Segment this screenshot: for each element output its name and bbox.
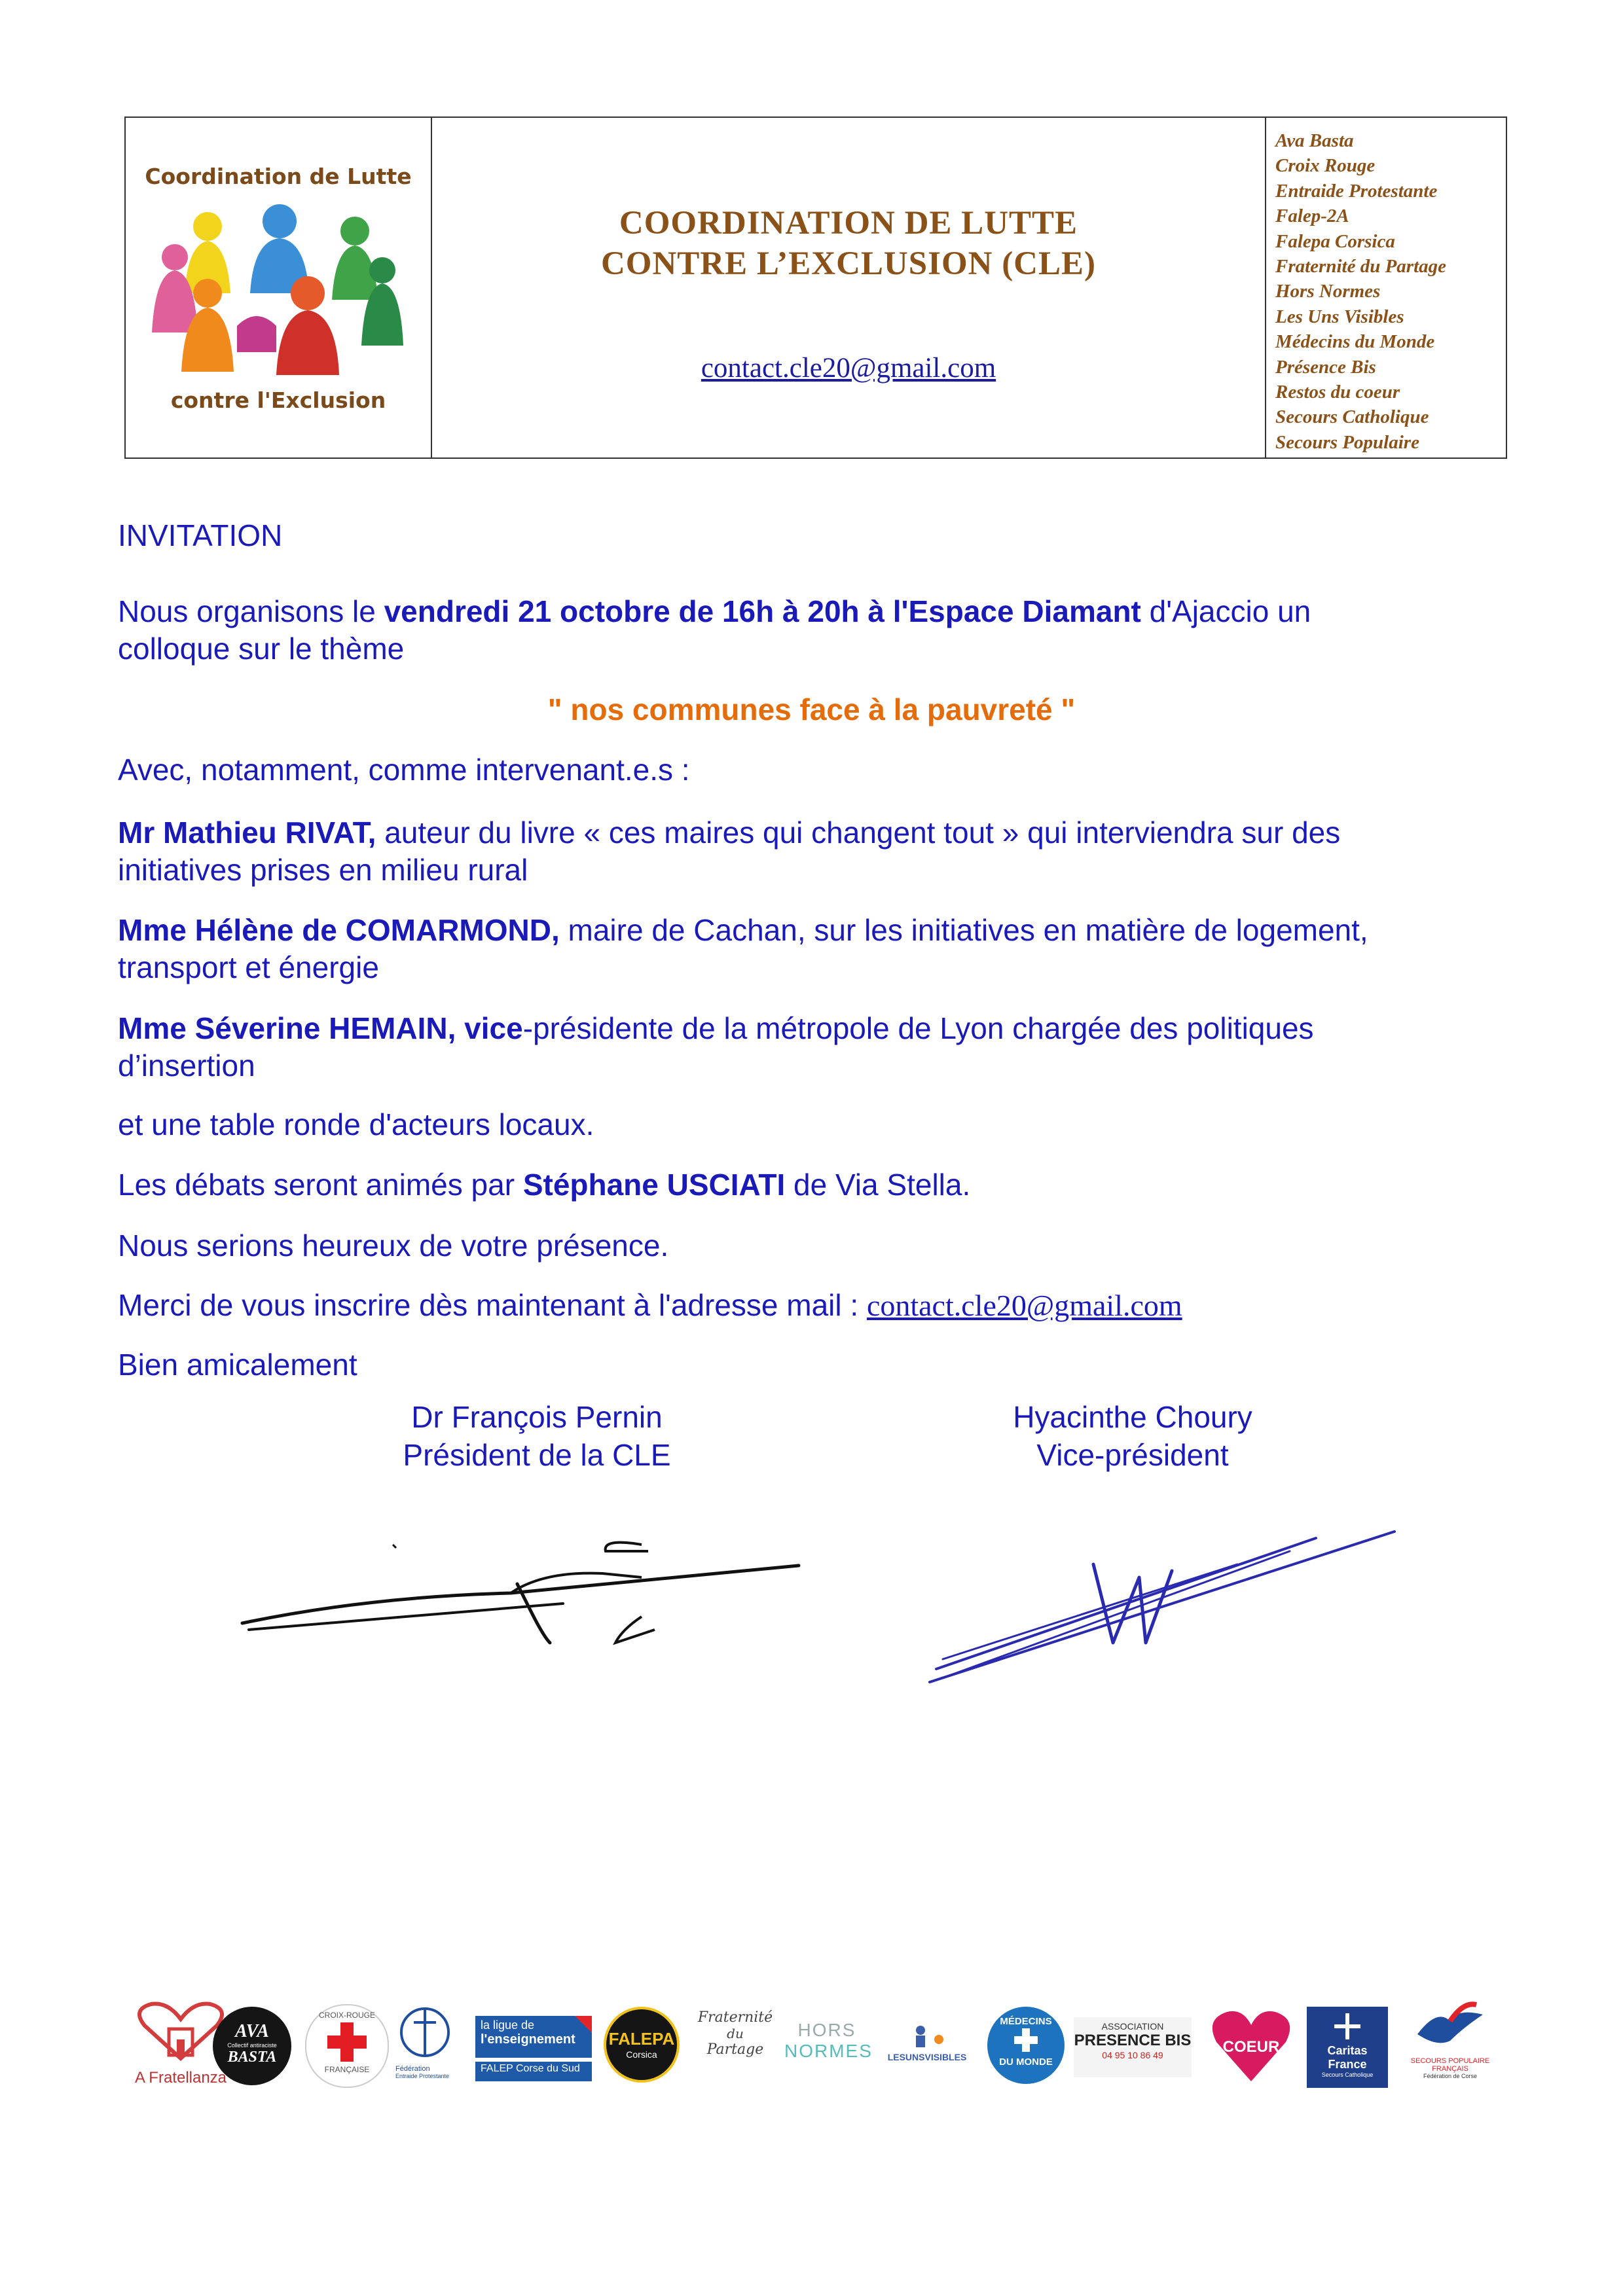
- moderator-text-a: Les débats seront animés par: [118, 1168, 523, 1202]
- colloquium-theme: " nos communes face à la pauvreté ": [547, 692, 1076, 726]
- intro-text-b: d'Ajaccio un: [1140, 594, 1311, 628]
- ava-mid: Collectif antiraciste: [227, 2042, 277, 2049]
- signatory-vice-president: [949, 1398, 1316, 1474]
- org-title-cell: [432, 118, 1266, 457]
- federation-a: Fédération: [395, 2065, 430, 2073]
- intro-text-line2: colloque sur le thème: [118, 632, 405, 666]
- dove-hands-icon: [1411, 2001, 1489, 2054]
- fraternite-a: Fraternité: [697, 2009, 773, 2026]
- logo-hors-normes: [784, 2020, 873, 2072]
- org-title-line1: COORDINATION DE LUTTE: [619, 205, 1078, 242]
- moderator-text-b: de Via Stella.: [785, 1168, 971, 1202]
- org-title-line2: CONTRE L’EXCLUSION (CLE): [600, 245, 1097, 282]
- org-title: [432, 203, 1265, 284]
- logo-croix-rouge: [305, 2004, 389, 2088]
- register-label: Merci de vous inscrire dès maintenant à l'adresse mail :: [118, 1288, 867, 1322]
- register-text: [118, 1287, 1506, 1324]
- member-item: Hors Normes: [1275, 281, 1381, 302]
- speaker-2: [118, 912, 1506, 986]
- people-circle-icon: [145, 195, 414, 378]
- logo-fraternite-partage: [693, 2009, 778, 2081]
- fraternite-c: Partage: [706, 2041, 764, 2058]
- member-item: Médecins du Monde: [1275, 331, 1435, 353]
- logo-secours-populaire: [1401, 2001, 1499, 2088]
- president-signature: [236, 1525, 877, 1695]
- speaker-2-text-b: transport et énergie: [118, 950, 379, 984]
- cle-logo: [126, 118, 432, 457]
- member-item: Croix Rouge: [1275, 155, 1376, 177]
- vice-president-signature: [923, 1518, 1421, 1702]
- president-role: Président de la CLE: [403, 1438, 671, 1472]
- presence-c: 04 95 10 86 49: [1102, 2050, 1163, 2060]
- restos-label: COEUR: [1222, 2038, 1280, 2056]
- medecins-b: DU MONDE: [999, 2056, 1053, 2068]
- member-item: Ava Basta: [1275, 130, 1354, 151]
- invitation-heading: INVITATION: [118, 518, 283, 552]
- croix-top: CROIX-ROUGE: [318, 2011, 375, 2020]
- member-list: [1266, 118, 1506, 457]
- speakers-intro: Avec, notamment, comme intervenant.e.s :: [118, 753, 690, 787]
- member-item: Secours Populaire: [1275, 431, 1419, 453]
- caritas-a: Caritas: [1327, 2044, 1368, 2057]
- ligue-c: FALEP Corse du Sud: [481, 2063, 580, 2074]
- ligue-b: l'enseignement: [481, 2032, 575, 2047]
- people-icon: [907, 2022, 947, 2049]
- falepa-sub: Corsica: [626, 2049, 657, 2060]
- speaker-1: [118, 814, 1506, 889]
- intro-paragraph: [118, 593, 1506, 668]
- member-item: Présence Bis: [1275, 356, 1376, 378]
- speaker-1-name: Mr Mathieu RIVAT,: [118, 816, 376, 850]
- header-email-link[interactable]: contact.cle20@gmail.com: [701, 353, 996, 384]
- hors-b: NORMES: [784, 2041, 873, 2061]
- moderator-text: [118, 1166, 1506, 1204]
- logo-ligue-enseignement: [475, 2016, 592, 2083]
- logo-bottom-text: contre l'Exclusion: [170, 387, 386, 413]
- roundtable-text: et une table ronde d'acteurs locaux.: [118, 1107, 594, 1141]
- member-item: Les Uns Visibles: [1275, 306, 1404, 327]
- caritas-cross-icon: [1333, 2012, 1362, 2041]
- ava-bottom: BASTA: [227, 2049, 277, 2066]
- logo-top-text: Coordination de Lutte: [145, 164, 412, 189]
- caritas-b: France: [1328, 2058, 1367, 2071]
- member-item: Secours Catholique: [1275, 406, 1429, 428]
- header-table: [124, 117, 1507, 459]
- fratellanza-label: A Fratellanza: [134, 2069, 227, 2087]
- vice-president-role: Vice-président: [1036, 1438, 1229, 1472]
- unsvisibles-label: LESUNSVISIBLES: [887, 2052, 967, 2062]
- register-email-link[interactable]: contact.cle20@gmail.com: [866, 1289, 1182, 1322]
- speaker-3-text-b: d’insertion: [118, 1049, 255, 1083]
- speaker-3-name: Mme Séverine HEMAIN, vice: [118, 1011, 523, 1045]
- logo-ava-basta: [213, 2007, 291, 2085]
- fraternite-b: du: [727, 2026, 744, 2041]
- member-item: Fraternité du Partage: [1275, 256, 1447, 278]
- secours-sub: Fédération de Corse: [1423, 2073, 1478, 2079]
- speaker-2-text-a: maire de Cachan, sur les initiatives en matière de logement,: [559, 913, 1368, 947]
- falepa-label: FALEPA: [608, 2029, 675, 2049]
- red-cross-icon: [327, 2022, 367, 2062]
- presence-b: PRESENCE BIS: [1074, 2032, 1192, 2049]
- hors-a: HORS: [797, 2020, 856, 2040]
- event-date-location: vendredi 21 octobre de 16h à 20h à l'Espace Diamant: [384, 594, 1141, 628]
- logo-restos-du-coeur: [1209, 2003, 1294, 2087]
- secours-label: SECOURS POPULAIRE FRANÇAIS: [1410, 2057, 1490, 2073]
- logo-les-uns-visibles: [875, 2022, 979, 2075]
- caritas-c: Secours Catholique: [1321, 2072, 1374, 2078]
- speaker-1-text-a: auteur du livre « ces maires qui changent tout » qui interviendra sur des: [376, 816, 1341, 850]
- signatory-president: [354, 1398, 720, 1474]
- logo-caritas: [1307, 2007, 1388, 2088]
- cross-circle-icon: [395, 2003, 454, 2062]
- medecins-a: MÉDECINS: [1000, 2016, 1052, 2027]
- closing-text: Bien amicalement: [118, 1348, 357, 1382]
- ava-top: AVA: [235, 2021, 269, 2041]
- member-item: Falepa Corsica: [1275, 230, 1395, 252]
- croix-bottom: FRANÇAISE: [324, 2065, 370, 2074]
- intro-text-a: Nous organisons le: [118, 594, 384, 628]
- speaker-3: [118, 1010, 1506, 1085]
- federation-b: Entraide Protestante: [395, 2073, 450, 2079]
- medical-cross-icon: [1013, 2027, 1039, 2053]
- member-item: Entraide Protestante: [1275, 180, 1438, 202]
- logo-medecins-du-monde: [987, 2007, 1065, 2084]
- logo-falepa: [604, 2007, 680, 2083]
- member-item: Restos du coeur: [1275, 382, 1400, 403]
- ligue-a: la ligue de: [481, 2018, 535, 2032]
- logo-presence-bis: [1074, 2017, 1192, 2077]
- speaker-1-text-b: initiatives prises en milieu rural: [118, 853, 528, 887]
- president-name: Dr François Pernin: [411, 1400, 663, 1434]
- presence-text: Nous serions heureux de votre présence.: [118, 1229, 669, 1263]
- moderator-name: Stéphane USCIATI: [522, 1168, 786, 1202]
- member-item: Falep-2A: [1275, 206, 1349, 227]
- speaker-2-name: Mme Hélène de COMARMOND,: [118, 913, 560, 947]
- logo-entraide-protestante: [395, 2003, 467, 2088]
- presence-a: ASSOCIATION: [1101, 2021, 1164, 2032]
- vice-president-name: Hyacinthe Choury: [1013, 1400, 1252, 1434]
- speaker-3-text-a: -présidente de la métropole de Lyon chargée des politiques: [522, 1011, 1314, 1045]
